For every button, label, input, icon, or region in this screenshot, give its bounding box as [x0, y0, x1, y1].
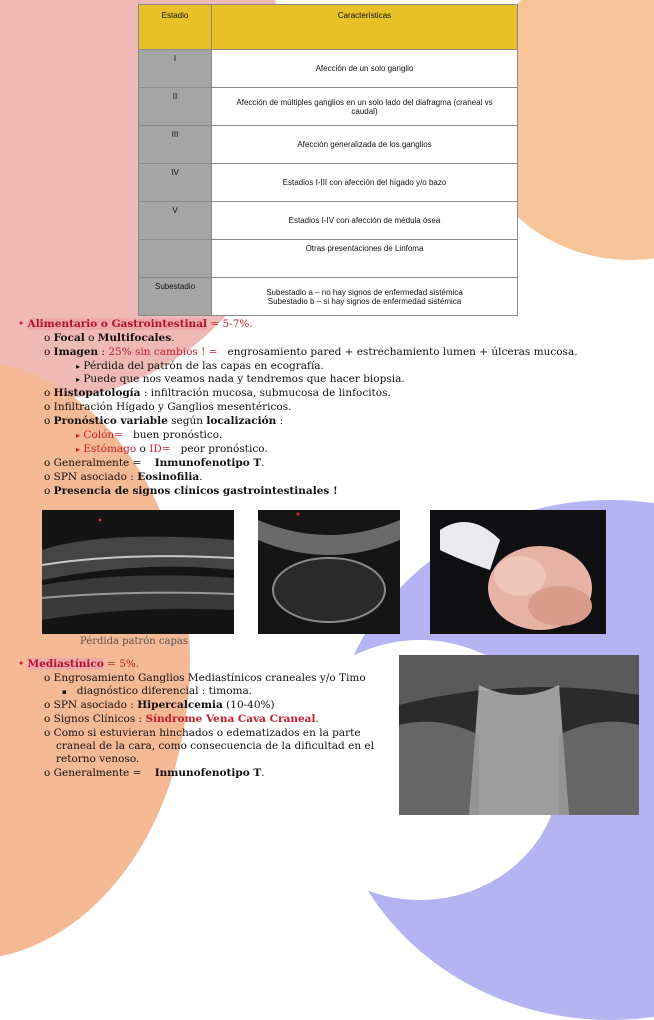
image-caption: Pérdida patrón capas: [80, 636, 188, 647]
stage-cell: Subestadio: [139, 278, 212, 316]
stage-cell: I: [139, 50, 212, 88]
infil-text: Infiltración Hígado y Ganglios mesentéricos.: [53, 401, 292, 413]
inmuno-text: Inmunofenotipo T: [154, 457, 262, 469]
general-med-line: o Generalmente = Inmunofenotipo T.: [44, 767, 265, 779]
stage-cell: V: [139, 202, 212, 240]
como1-text: Como si estuvieran hinchados o edematizados en la parte: [53, 727, 361, 739]
general-line: o Generalmente = Inmunofenotipo T.: [44, 457, 265, 469]
imagen-line: o Imagen : 25% sin cambios ! = engrosamiento pared + estrechamiento lumen + úlceras mucosa.: [44, 346, 578, 358]
general-label: Generalmente =: [53, 457, 142, 469]
prono-mid: según: [167, 415, 207, 427]
eng1-text: Engrosamiento Ganglios Mediastínicos craneales y/o Timo: [53, 672, 366, 684]
xray-image: [399, 655, 639, 815]
imagen-label: Imagen: [53, 346, 99, 358]
mediastinico-heading: • Mediastínico = 5%.: [18, 658, 140, 670]
estomago-line: ▸ Estómago o ID= peor pronóstico.: [76, 443, 268, 455]
substage-b: Subestadio b – si hay signos de enfermedad sistémica: [267, 296, 462, 306]
como-line-2: craneal de la cara, como consecuencia de la dificultad en el: [56, 740, 374, 752]
colon-line: ▸ Colón= buen pronóstico.: [76, 429, 223, 441]
header-stage: Estadio: [139, 5, 212, 50]
stage-cell: II: [139, 88, 212, 126]
stage-desc: Estadios I-IV con afección de médula ósea: [212, 202, 518, 240]
colon-label: Colón=: [83, 429, 123, 441]
prono-line: o Pronóstico variable según localización :: [44, 415, 284, 427]
stage-desc: [212, 88, 518, 126]
staging-table: [138, 4, 518, 316]
ultrasound-2-drawing: [258, 510, 400, 634]
histo-line: o Histopatología : infiltración mucosa, submucosa de linfocitos.: [44, 387, 391, 399]
stage-desc: Afección de un solo ganglio: [212, 50, 518, 88]
sub1-line: ▸ Pérdida del patrón de las capas en ecografía.: [76, 360, 324, 372]
imagen-rest: engrosamiento pared + estrechamiento lumen + úlceras mucosa.: [227, 346, 578, 358]
signos-line: o Signos Clínicos : Síndrome Vena Cava Craneal.: [44, 713, 319, 725]
stage-desc: [212, 240, 518, 278]
imagen-red: 25% sin cambios ! =: [108, 346, 218, 358]
spn-med-line: o SPN asociado : Hipercalcemia (10-40%): [44, 699, 275, 711]
header-features: Características: [212, 5, 518, 50]
id-rest: peor pronóstico.: [180, 443, 268, 455]
histo-rest: : infiltración mucosa, submucosa de linfocitos.: [140, 387, 391, 399]
spn-label: SPN asociado :: [53, 471, 138, 483]
multi-text: Multifocales: [97, 332, 172, 344]
spn-line: o SPN asociado : Eosinofilia.: [44, 471, 203, 483]
gross-photo-drawing: [430, 510, 606, 634]
presencia-text: Presencia de signos clínicos gastrointestinales !: [53, 485, 338, 497]
alimentario-title: Alimentario o Gastrointestinal: [27, 318, 207, 330]
ultrasound-1-drawing: [42, 510, 234, 634]
stage-desc: Afección generalizada de los ganglios: [212, 126, 518, 164]
prono-end: :: [276, 415, 284, 427]
imagen-sep: :: [98, 346, 109, 358]
signos-label: Signos Clínicos :: [53, 713, 146, 725]
prono-label: Pronóstico variable: [53, 415, 168, 427]
general-med-label: Generalmente =: [53, 767, 142, 779]
stage-cell: [139, 240, 212, 278]
sub1-text: Pérdida del patrón de las capas en ecografía.: [83, 360, 324, 372]
focal-text: Focal: [53, 332, 85, 344]
ultrasound-image-2: [258, 510, 400, 634]
id-label: ID=: [149, 443, 171, 455]
stage-cell: III: [139, 126, 212, 164]
mediastinico-pct: = 5%.: [103, 658, 140, 670]
stage-desc: [212, 278, 518, 316]
gross-pathology-photo: [430, 510, 606, 634]
eosin-text: Eosinofilia: [137, 471, 200, 483]
stage-cell: IV: [139, 164, 212, 202]
focal-line: o Focal o Multifocales.: [44, 332, 175, 344]
estomago-label: Estómago: [83, 443, 137, 455]
ultrasound-image-1: [42, 510, 234, 634]
stage-desc: Estadios I-III con afección del hígado y/o bazo: [212, 164, 518, 202]
xray-drawing: [399, 655, 639, 815]
alimentario-heading: • Alimentario o Gastrointestinal = 5-7%.: [18, 318, 253, 330]
como-line-3: retorno venoso.: [56, 753, 140, 765]
como-line-1: o Como si estuvieran hinchados o edematizados en la parte: [44, 727, 361, 739]
substage-a: Subestadio a – no hay signos de enfermedad sistémica: [266, 287, 463, 297]
prono-loc: localización: [206, 415, 277, 427]
histo-label: Histopatología: [53, 387, 141, 399]
sub2-line: ▸ Puede que nos veamos nada y tendremos que hacer biopsia.: [76, 373, 405, 385]
stage-desc-text: Otras presentaciones de Linfoma: [305, 244, 424, 253]
eng2-text: diagnóstico diferencial : timoma.: [76, 685, 253, 697]
eng-line: o Engrosamiento Ganglios Mediastínicos craneales y/o Timo: [44, 672, 366, 684]
hiper-pct: (10-40%): [222, 699, 275, 711]
spn-med-label: SPN asociado :: [53, 699, 138, 711]
infil-line: o Infiltración Hígado y Ganglios mesentéricos.: [44, 401, 292, 413]
sindrome-text: Síndrome Vena Cava Craneal: [145, 713, 316, 725]
hiper-text: Hipercalcemia: [137, 699, 223, 711]
alimentario-pct: = 5-7%.: [207, 318, 253, 330]
inmuno-med-text: Inmunofenotipo T: [154, 767, 262, 779]
o-text: o: [84, 332, 98, 344]
presencia-line: o Presencia de signos clínicos gastrointestinales !: [44, 485, 338, 497]
stage-desc-text: Afección de múltiples ganglios en un solo lado del diafragma (craneal vs caudal): [236, 97, 493, 116]
colon-rest: buen pronóstico.: [132, 429, 223, 441]
diag-line: ▪ diagnóstico diferencial : timoma.: [62, 685, 253, 697]
estomago-mid: o: [136, 443, 150, 455]
mediastinico-title: Mediastínico: [27, 658, 104, 670]
sub2-text: Puede que nos veamos nada y tendremos que hacer biopsia.: [83, 373, 405, 385]
